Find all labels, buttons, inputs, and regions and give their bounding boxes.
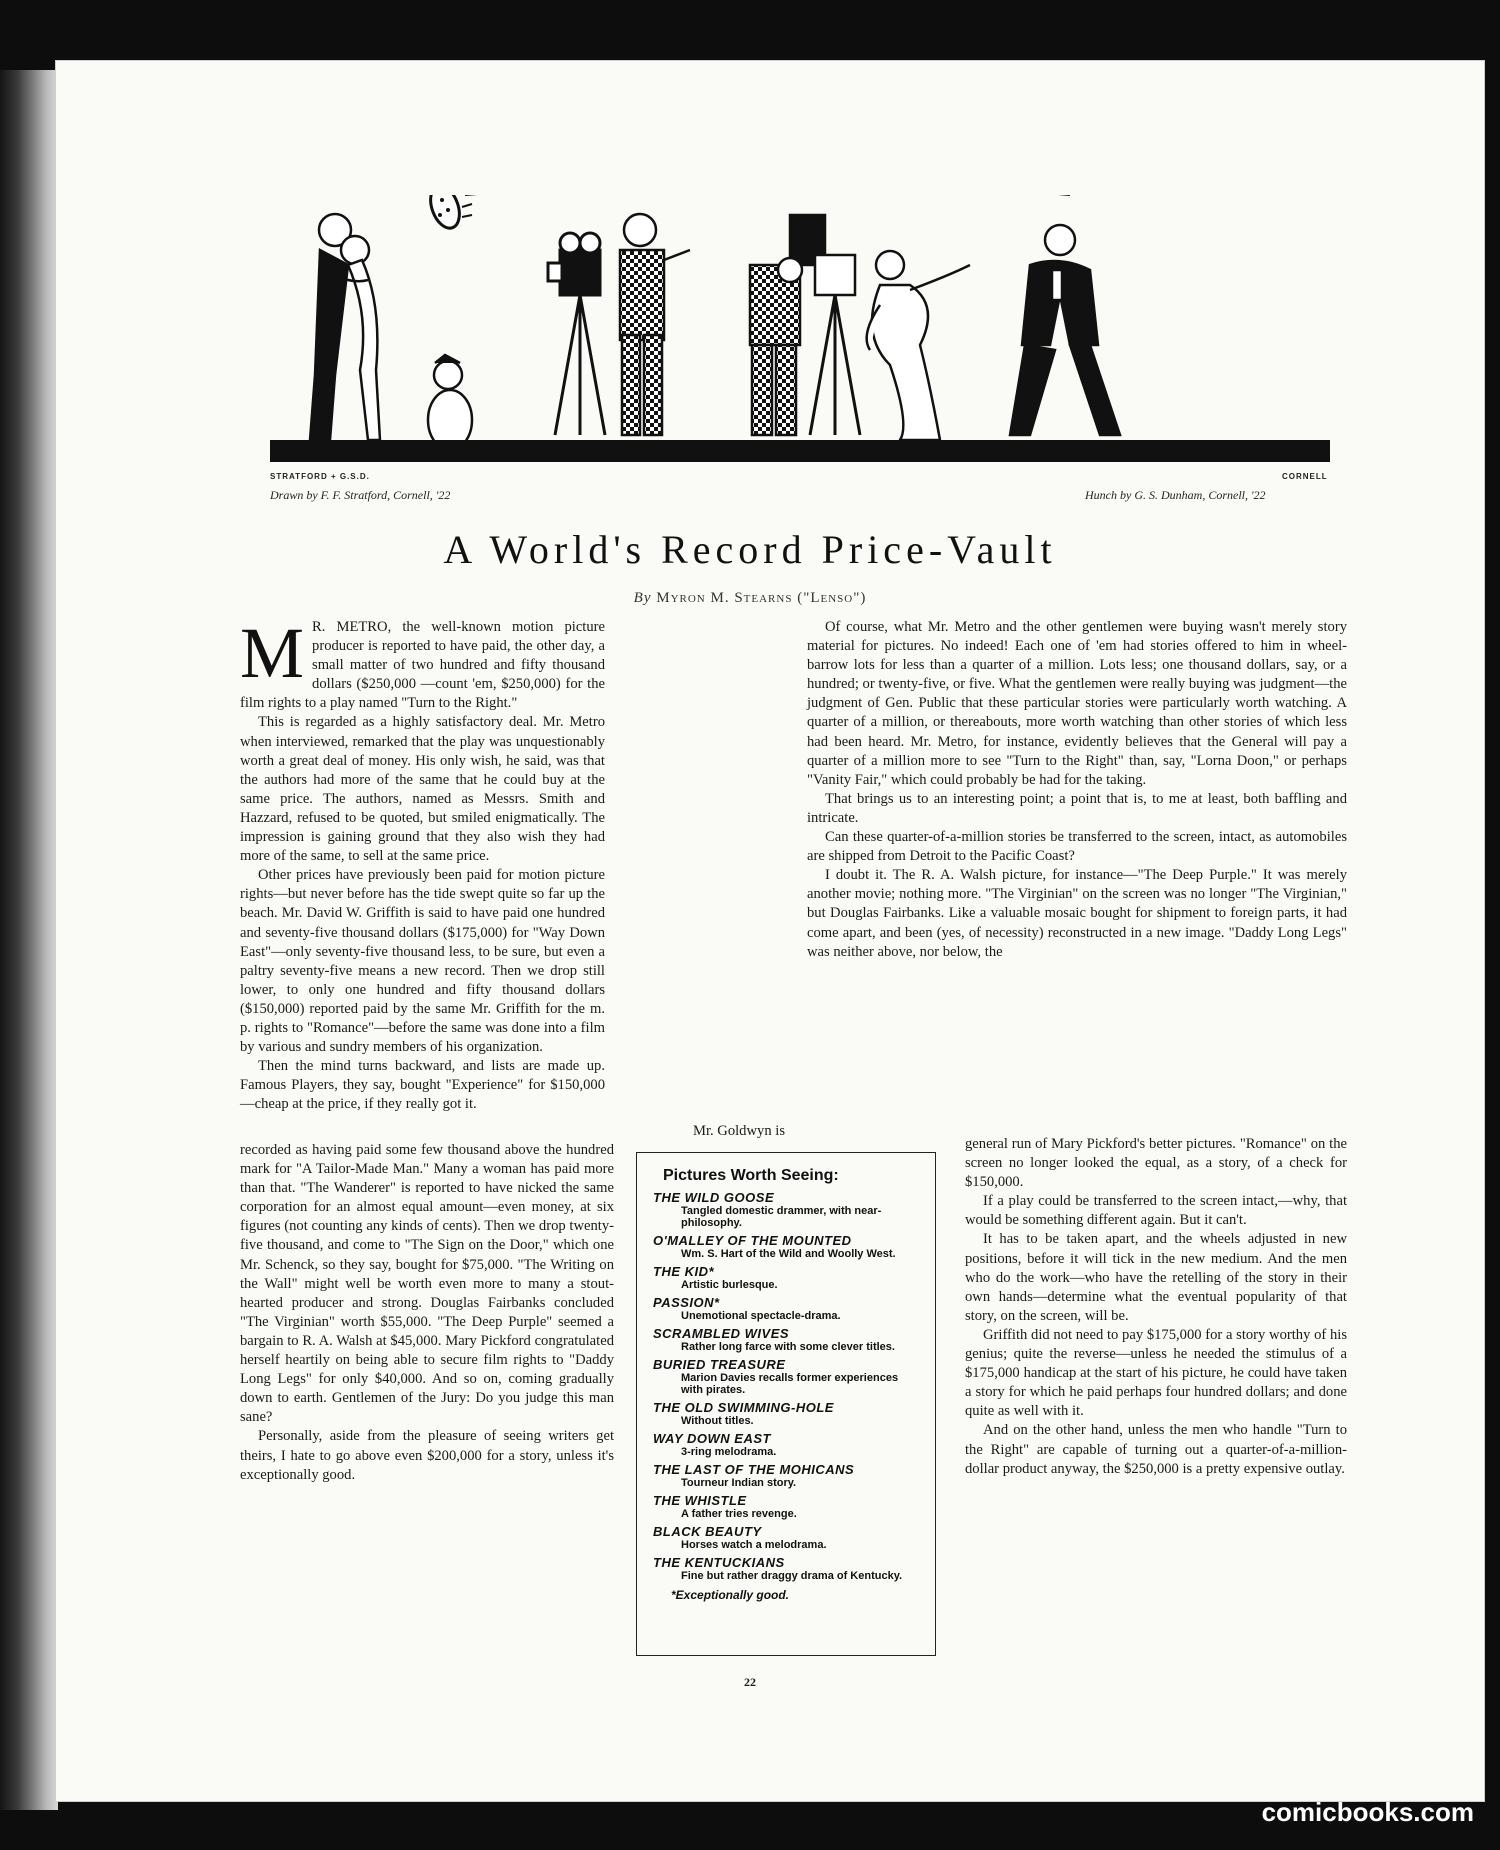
picture-list-item bbox=[653, 1494, 919, 1520]
paragraph: Other prices have previously been paid for motion picture rights—but never before has the tide swept quite so far up the beach. Mr. David W. Griffith is said to have paid one hundred and seventy-five thousand dollars ($175,000) for "Way Down East"—only seventy-five thousand less, to be sure, but even a paltry seventy-five means a new record. Then we drop still lower, to only one hundred and fifty thousand dollars ($150,000) reported paid by the same Mr. Griffith for the m. p. rights to "Romance"—before the same was done into a film by various and sundry members of his organization. bbox=[240, 867, 605, 1056]
paragraph: And on the other hand, unless the men who handle "Turn to the Right" are capable of turning out a quarter-of-a-million-dollar product anyway, the $250,000 is a pretty expensive outlay. bbox=[965, 1422, 1347, 1477]
box-title: Pictures Worth Seeing: bbox=[663, 1167, 839, 1184]
article-right-narrow-column bbox=[965, 1135, 1347, 1479]
drawn-by-credit: Drawn by F. F. Stratford, Cornell, '22 bbox=[270, 488, 451, 502]
paragraph: Can these quarter-of-a-million stories be transferred to the screen, intact, as automobiles are shipped from Detroit to the Pacific Coast? bbox=[807, 829, 1347, 865]
signature-left: STRATFORD + G.S.D. bbox=[270, 472, 370, 481]
drop-cap: M bbox=[240, 613, 305, 693]
picture-list-item bbox=[653, 1327, 919, 1353]
byline-author: Myron M. Stearns ("Lenso") bbox=[656, 590, 867, 606]
pictures-worth-seeing-box bbox=[636, 1152, 936, 1656]
picture-list-item bbox=[653, 1358, 919, 1396]
paragraph: Of course, what Mr. Metro and the other gentlemen were buying wasn't merely story material for pictures. No indeed! Each one of 'em had stories offered to him in wheel-barrow lots for less than a quarter of a million. Lots less; one thousand dollars, say, or a hundred; or twenty-five, or five. What the gentlemen were really buying was judgment—the judgment of Gen. Public that these particular stories were particularly worth watching. A quarter of a million, or thereabouts, more worth watching than other stories of which less had been heard. Mr. Metro, for instance, evidently believes that the General will pay a quarter of a million more to see "Turn to the Right" than, say, "Lorna Doon," or perhaps "Vanity Fair," which could probably be had for the taking. bbox=[807, 619, 1347, 788]
paragraph bbox=[240, 613, 605, 713]
dancing-woman-drawing bbox=[867, 251, 970, 440]
book-binding bbox=[0, 70, 58, 1810]
picture-list-item bbox=[653, 1191, 919, 1229]
article-right-column bbox=[807, 618, 1347, 962]
article-byline bbox=[0, 590, 1500, 607]
paragraph-continuation: Mr. Goldwyn is bbox=[692, 1123, 785, 1139]
picture-description: Unemotional spectacle-drama. bbox=[681, 1310, 841, 1322]
picture-description: Artistic burlesque. bbox=[681, 1279, 778, 1291]
picture-title: SCRAMBLED WIVES bbox=[653, 1326, 790, 1341]
picture-title: BURIED TREASURE bbox=[653, 1357, 786, 1372]
article-title: A World's Record Price-Vault bbox=[443, 527, 1057, 572]
picture-description: Rather long farce with some clever titles. bbox=[681, 1341, 895, 1353]
picture-description: Horses watch a melodrama. bbox=[681, 1539, 827, 1551]
paragraph: recorded as having paid some few thousand above the hundred mark for "A Tailor-Made Man." Many a woman has paid more than that. "The Wanderer" is reported to have nicked the same corporation for an almost equal amount—even money, at six figures (not counting any kinds of cents). Then we drop twenty-five thousand, and come to "The Sign on the Door," which one Mr. Schenck, so they say, bought for $75,000. "The Writing on the Wall" might well be worth even more to many a stout-hearted producer and strong. Douglas Fairbanks concluded "The Virginian" worth $55,000. "The Deep Purple" seemed a bargain to R. A. Walsh at $45,000. Mary Pickford congratulated herself heartily on being able to secure film rights to "Daddy Long Legs" for only $40,000. And so on, coming gradually down to earth. Gentlemen of the Jury: Do you judge this man sane? bbox=[240, 1142, 614, 1426]
paragraph: general run of Mary Pickford's better pictures. "Romance" on the screen no longer looked the equal, as a story, of a check for $150,000. bbox=[965, 1136, 1347, 1191]
picture-list-item bbox=[653, 1265, 919, 1291]
picture-description: Fine but rather draggy drama of Kentucky. bbox=[681, 1570, 903, 1582]
picture-list-item bbox=[653, 1556, 919, 1582]
picture-title: THE KID* bbox=[653, 1264, 715, 1279]
picture-title: THE WHISTLE bbox=[653, 1493, 747, 1508]
picture-title: BLACK BEAUTY bbox=[653, 1524, 762, 1539]
picture-description: Marion Davies recalls former experiences with pirates. bbox=[681, 1372, 899, 1396]
paragraph: Griffith did not need to pay $175,000 for a story worthy of his genius; quite the reverse—unless he needed the stimulus of a $175,000 handicap at the start of his picture, he could have taken a story for which he paid perhaps four hundred dollars; and done quite as well with it. bbox=[965, 1326, 1347, 1420]
byline-prefix: By bbox=[633, 590, 652, 606]
cameraman-drawing bbox=[620, 214, 690, 435]
paragraph: That brings us to an interesting point; a point that is, to me at least, both baffling and intricate. bbox=[807, 790, 1347, 826]
embracing-couple-drawing bbox=[310, 214, 380, 440]
picture-description: Wm. S. Hart of the Wild and Woolly West. bbox=[681, 1248, 896, 1260]
picture-list-item bbox=[653, 1234, 919, 1260]
hunch-by-credit: Hunch by G. S. Dunham, Cornell, '22 bbox=[1085, 488, 1266, 502]
paragraph: If a play could be transferred to the screen intact,—why, that would be something different again. But it can't. bbox=[965, 1193, 1347, 1229]
picture-list bbox=[653, 1191, 919, 1582]
floor-drawing bbox=[270, 440, 1330, 462]
second-cameraman-drawing bbox=[750, 215, 860, 435]
picture-title: THE WILD GOOSE bbox=[653, 1190, 775, 1205]
picture-title: WAY DOWN EAST bbox=[653, 1431, 771, 1446]
picture-list-item bbox=[653, 1296, 919, 1322]
page-number: 22 bbox=[744, 1675, 756, 1689]
paragraph: It has to be taken apart, and the wheels adjusted in new positions, before it will tick in the new medium. And the men who do the work—who have the retelling of the story in their own hands—determine what the eventual popularity of that story, on the screen, will be. bbox=[965, 1231, 1347, 1324]
picture-description: Tangled domestic drammer, with near-philosophy. bbox=[681, 1205, 882, 1229]
picture-description: 3-ring melodrama. bbox=[681, 1446, 777, 1458]
paragraph-text: R. METRO, the well-known motion picture producer is reported to have paid, the other day, a small matter of two hundred and fifty thousand dollars ($250,000 —count 'em, $250,000) for the film rights to a play named "Turn to the Right." bbox=[240, 619, 605, 712]
picture-list-item bbox=[653, 1401, 919, 1427]
paragraph: Then the mind turns backward, and lists are made up. Famous Players, they say, bought "Experience" for $150,000 —cheap at the price, if they really got it. bbox=[240, 1058, 605, 1113]
picture-list-item bbox=[653, 1432, 919, 1458]
tuxedo-man-drawing bbox=[1010, 225, 1120, 435]
flying-pie-drawing bbox=[425, 195, 1070, 232]
picture-list-item bbox=[653, 1525, 919, 1551]
paragraph: I doubt it. The R. A. Walsh picture, for instance—"The Deep Purple." It was merely another movie; nothing more. "The Virginian" on the screen was no longer "The Virginian," but Douglas Fairbanks. Like a valuable mosaic bought for shipment to foreign parts, it had come apart, and been (yes, of necessity) reconstructed in a new image. "Daddy Long Legs" was neither above, nor below, the bbox=[807, 867, 1347, 960]
picture-description: Tourneur Indian story. bbox=[681, 1477, 797, 1489]
cartoon-illustration bbox=[270, 195, 1330, 485]
picture-title: PASSION* bbox=[653, 1295, 720, 1310]
picture-title: THE OLD SWIMMING-HOLE bbox=[653, 1400, 834, 1415]
picture-title: THE LAST OF THE MOHICANS bbox=[653, 1462, 855, 1477]
paragraph: Personally, aside from the pleasure of seeing writers get theirs, I hate to go above even $200,000 for a story, unless it's exceptionally good. bbox=[240, 1428, 614, 1483]
article-left-narrow-column bbox=[240, 1141, 614, 1485]
paragraph: This is regarded as a highly satisfactory deal. Mr. Metro when interviewed, remarked that the play was unquestionably worth a great deal of money. His only wish, he said, was that the authors had more of the same that he could buy at the same price. The authors, named as Messrs. Smith and Hazzard, refused to be quoted, but smiled enigmatically. The impression is gaining ground that they also wish they had more of the same, to sell at the same price. bbox=[240, 714, 605, 865]
picture-title: O'MALLEY OF THE MOUNTED bbox=[653, 1233, 852, 1248]
picture-description: A father tries revenge. bbox=[681, 1508, 797, 1520]
signature-right: CORNELL bbox=[1282, 472, 1328, 481]
article-left-column bbox=[240, 613, 605, 1114]
picture-list-item bbox=[653, 1463, 919, 1489]
picture-title: THE KENTUCKIANS bbox=[653, 1555, 785, 1570]
site-watermark: comicbooks.com bbox=[1261, 1797, 1474, 1827]
camera-tripod-drawing bbox=[548, 233, 605, 435]
box-footnote: *Exceptionally good. bbox=[671, 1588, 790, 1602]
picture-description: Without titles. bbox=[681, 1415, 754, 1427]
